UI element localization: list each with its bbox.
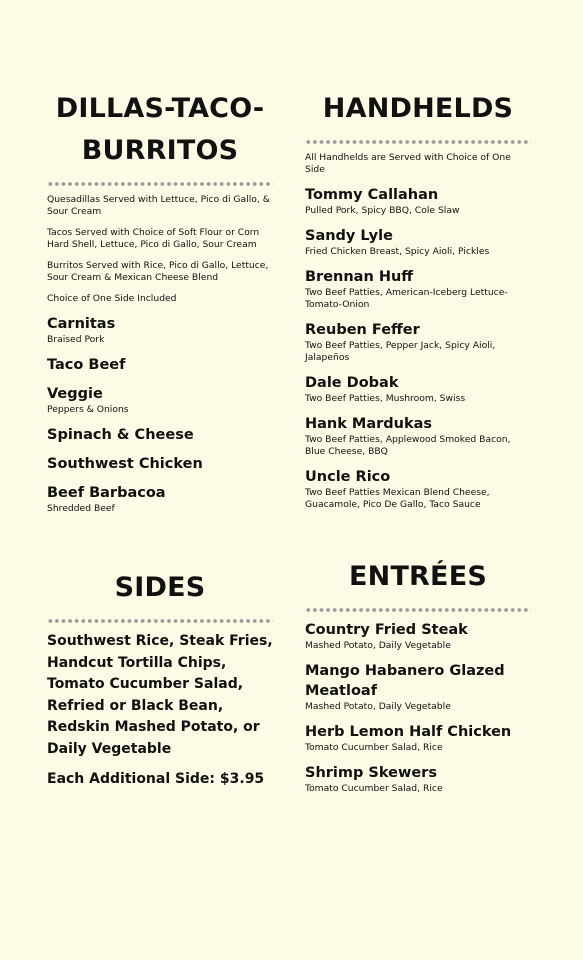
- item-name: Herb Lemon Half Chicken: [305, 724, 512, 740]
- menu-item: [47, 483, 273, 515]
- section-title: ENTRÉES: [349, 561, 487, 592]
- handhelds-note: All Handhelds are Served with Choice of One Side: [305, 152, 511, 175]
- note-quesadillas: Quesadillas Served with Lettuce, Pico di Gallo, & Sour Cream: [47, 194, 270, 217]
- item-name: Tommy Callahan: [305, 187, 439, 203]
- note-side: Choice of One Side Included: [47, 293, 177, 304]
- item-desc: Two Beef Patties, Pepper Jack, Spicy Aioli, Jalapeños: [305, 340, 496, 363]
- menu-item: [305, 722, 531, 754]
- dotted-divider: [305, 608, 531, 612]
- item-desc: Mashed Potato, Daily Vegetable: [305, 640, 451, 651]
- item-desc: Mashed Potato, Daily Vegetable: [305, 701, 451, 712]
- item-name: Taco Beef: [47, 357, 126, 373]
- menu-item: [47, 355, 273, 375]
- item-desc: Two Beef Patties, American-Iceberg Lettuce-Tomato-Onion: [305, 287, 508, 310]
- item-name: Dale Dobak: [305, 375, 399, 391]
- item-name: Uncle Rico: [305, 469, 391, 485]
- item-name: Hank Mardukas: [305, 416, 433, 432]
- item-desc: Shredded Beef: [47, 503, 115, 514]
- menu-item: [47, 314, 273, 346]
- dotted-divider: [47, 182, 273, 186]
- item-desc: Two Beef Patties Mexican Blend Cheese, Guacamole, Pico De Gallo, Taco Sauce: [305, 487, 490, 510]
- item-name: Mango Habanero Glazed Meatloaf: [305, 663, 505, 699]
- item-name: Sandy Lyle: [305, 228, 393, 244]
- item-desc: Tomato Cucumber Salad, Rice: [305, 783, 443, 794]
- item-name: Spinach & Cheese: [47, 427, 194, 443]
- item-desc: Fried Chicken Breast, Spicy Aioli, Pickles: [305, 246, 490, 257]
- item-name: Reuben Feffer: [305, 322, 420, 338]
- section-title: DILLAS-TACO-BURRITOS: [55, 93, 265, 166]
- item-name: Brennan Huff: [305, 269, 414, 285]
- note-burritos: Burritos Served with Rice, Pico di Gallo, Lettuce, Sour Cream & Mexican Cheese Blend: [47, 260, 269, 283]
- item-desc: Two Beef Patties, Applewood Smoked Bacon, Blue Cheese, BBQ: [305, 434, 511, 457]
- item-desc: Tomato Cucumber Salad, Rice: [305, 742, 443, 753]
- entrees-section: [305, 556, 531, 804]
- sides-section: [47, 567, 273, 789]
- menu-item: [305, 185, 531, 217]
- note-tacos: Tacos Served with Choice of Soft Flour or Corn Hard Shell, Lettuce, Pico di Gallo, Sour Cream: [47, 227, 260, 250]
- menu-item: [305, 661, 531, 713]
- menu-item: [305, 373, 531, 405]
- menu-item: [305, 467, 531, 511]
- menu-item: [47, 384, 273, 416]
- menu-item: [47, 425, 273, 445]
- menu-item: [305, 226, 531, 258]
- menu-item: [47, 454, 273, 474]
- section-title: HANDHELDS: [322, 93, 514, 124]
- item-name: Beef Barbacoa: [47, 485, 166, 501]
- dillas-notes: [47, 194, 273, 305]
- item-desc: Braised Pork: [47, 334, 105, 345]
- dotted-divider: [47, 619, 273, 623]
- menu-item: [305, 414, 531, 458]
- section-title: SIDES: [114, 572, 206, 603]
- item-name: Country Fried Steak: [305, 622, 468, 638]
- menu-item: [305, 620, 531, 652]
- item-desc: Two Beef Patties, Mushroom, Swiss: [305, 393, 466, 404]
- menu-item: [305, 320, 531, 364]
- additional-side-price: Each Additional Side: $3.95: [47, 771, 265, 787]
- menu-item: [305, 267, 531, 311]
- sides-list: Southwest Rice, Steak Fries, Handcut Tortilla Chips, Tomato Cucumber Salad, Refried or Black Bean, Redskin Mashed Potato, or Daily Vegetable: [47, 633, 273, 757]
- handhelds-section: [305, 88, 531, 520]
- item-name: Carnitas: [47, 316, 116, 332]
- item-name: Veggie: [47, 386, 103, 402]
- item-name: Southwest Chicken: [47, 456, 203, 472]
- item-desc: Pulled Pork, Spicy BBQ, Cole Slaw: [305, 205, 460, 216]
- dillas-section: [47, 88, 273, 524]
- item-desc: Peppers & Onions: [47, 404, 129, 415]
- item-name: Shrimp Skewers: [305, 765, 437, 781]
- dotted-divider: [305, 140, 531, 144]
- menu-item: [305, 763, 531, 795]
